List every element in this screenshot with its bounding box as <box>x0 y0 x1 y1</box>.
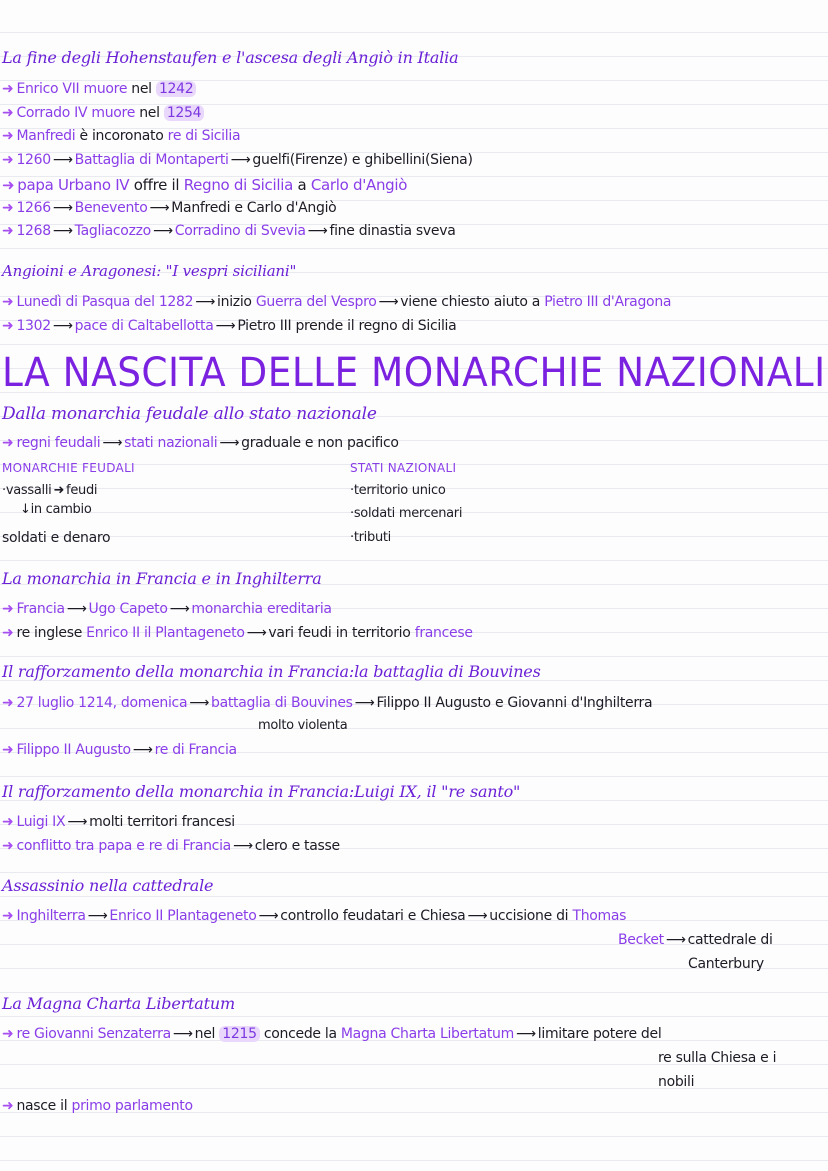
arrow-right-icon: ➜ <box>2 105 14 121</box>
arrow-right-icon: ⟶ <box>378 294 399 310</box>
arrow-right-icon: ➜ <box>2 294 14 310</box>
arrow-right-icon: ⟶ <box>152 223 173 239</box>
arrow-right-icon: ➜ <box>2 838 14 854</box>
arrow-down-icon: ↓ <box>20 502 31 517</box>
section-title-luigi: Il rafforzamento della monarchia in Francia:Luigi IX, il "re santo" <box>2 782 521 801</box>
note-line: ➜ regni feudali ⟶ stati nazionali ⟶ graduale e non pacifico <box>2 435 399 451</box>
page-title: LA NASCITA DELLE MONARCHIE NAZIONALI <box>2 350 826 396</box>
note-line: ➜ Manfredi è incoronato re di Sicilia <box>2 128 241 144</box>
arrow-right-icon: ⟶ <box>215 318 236 334</box>
note-line: ➜ 1260 ⟶ Battaglia di Montaperti ⟶ guelfi(Firenze) e ghibellini(Siena) <box>2 152 473 168</box>
arrow-right-icon: ⟶ <box>149 200 170 216</box>
section-title-assassinio: Assassinio nella cattedrale <box>2 876 214 895</box>
note-line: ➜ Francia ⟶ Ugo Capeto ⟶ monarchia ereditaria <box>2 601 332 617</box>
arrow-right-icon: ⟶ <box>52 152 73 168</box>
arrow-right-icon: ⟶ <box>232 838 253 854</box>
section-title-francia-inghilterra: La monarchia in Francia e in Inghilterra <box>2 569 322 588</box>
arrow-right-icon: ⟶ <box>307 223 328 239</box>
arrow-right-icon: ⟶ <box>132 742 153 758</box>
note-line: ·vassalli ➜ feudi <box>2 483 98 498</box>
arrow-right-icon: ⟶ <box>172 1026 193 1042</box>
arrow-right-icon: ➜ <box>2 814 14 830</box>
arrow-right-icon: ➜ <box>2 601 14 617</box>
arrow-right-icon: ➜ <box>2 128 14 144</box>
arrow-right-icon: ➜ <box>2 223 14 239</box>
arrow-right-icon: ➜ <box>2 1098 14 1114</box>
arrow-right-icon: ⟶ <box>66 601 87 617</box>
note-line: ➜ Corrado IV muore nel 1254 <box>2 105 204 121</box>
arrow-right-icon: ⟶ <box>102 435 123 451</box>
arrow-right-icon: ➜ <box>2 318 14 334</box>
highlight: 1242 <box>156 81 196 97</box>
note-line: soldati e denaro <box>2 530 111 546</box>
note-line: molto violenta <box>258 718 348 733</box>
arrow-right-icon: ⟶ <box>189 695 209 711</box>
arrow-right-icon: ⟶ <box>52 318 73 334</box>
arrow-right-icon: ➜ <box>2 1026 14 1042</box>
section-title-vespri: Angioini e Aragonesi: "I vespri siciliani" <box>2 262 297 280</box>
arrow-right-icon: ⟶ <box>246 625 267 641</box>
note-line: ➜ 27 luglio 1214, domenica ⟶ battaglia di Bouvines ⟶ Filippo II Augusto e Giovanni d'Inghilterra <box>2 695 653 711</box>
arrow-right-icon: ➜ <box>53 483 65 498</box>
note-line: ·territorio unico <box>350 483 446 498</box>
arrow-right-icon: ➜ <box>2 176 15 194</box>
arrow-right-icon: ➜ <box>2 200 14 216</box>
note-line: ➜ 1302 ⟶ pace di Caltabellotta ⟶ Pietro III prende il regno di Sicilia <box>2 318 457 334</box>
note-line: ➜ 1268 ⟶ Tagliacozzo ⟶ Corradino di Svevia ⟶ fine dinastia sveva <box>2 223 456 239</box>
note-line: ➜ Filippo II Augusto ⟶ re di Francia <box>2 742 237 758</box>
note-line: nobili <box>658 1074 695 1090</box>
note-line: ➜ nasce il primo parlamento <box>2 1098 193 1114</box>
section-title-stato-nazionale: Dalla monarchia feudale allo stato nazionale <box>2 404 377 424</box>
arrow-right-icon: ⟶ <box>354 695 375 711</box>
arrow-right-icon: ⟶ <box>515 1026 536 1042</box>
arrow-right-icon: ⟶ <box>87 908 108 924</box>
note-line: ·soldati mercenari <box>350 506 463 521</box>
arrow-right-icon: ⟶ <box>258 908 279 924</box>
arrow-right-icon: ⟶ <box>219 435 240 451</box>
note-line: ➜ 1266 ⟶ Benevento ⟶ Manfredi e Carlo d'Angiò <box>2 200 337 216</box>
highlight: 1254 <box>164 105 204 121</box>
arrow-right-icon: ⟶ <box>67 814 88 830</box>
arrow-right-icon: ⟶ <box>52 200 73 216</box>
arrow-right-icon: ➜ <box>2 908 14 924</box>
note-line: ➜ Inghilterra ⟶ Enrico II Plantageneto ⟶ controllo feudatari e Chiesa ⟶ uccisione di Thomas <box>2 908 627 924</box>
section-title-hohenstaufen: La fine degli Hohenstaufen e l'ascesa degli Angiò in Italia <box>2 48 459 67</box>
arrow-right-icon: ⟶ <box>169 601 190 617</box>
arrow-right-icon: ⟶ <box>467 908 488 924</box>
note-line: ➜ re inglese Enrico II il Plantageneto ⟶ vari feudi in territorio francese <box>2 625 473 641</box>
arrow-right-icon: ➜ <box>2 435 14 451</box>
note-line: ➜ papa Urbano IV offre il Regno di Sicilia a Carlo d'Angiò <box>2 176 408 194</box>
note-line: ➜ Luigi IX ⟶ molti territori francesi <box>2 814 235 830</box>
arrow-right-icon: ➜ <box>2 695 14 711</box>
note-line: Canterbury <box>688 956 764 972</box>
arrow-right-icon: ⟶ <box>195 294 216 310</box>
arrow-right-icon: ⟶ <box>665 932 686 948</box>
arrow-right-icon: ➜ <box>2 742 14 758</box>
column-header-nazionali: STATI NAZIONALI <box>350 461 457 475</box>
arrow-right-icon: ➜ <box>2 625 14 641</box>
note-line: ➜ Enrico VII muore nel 1242 <box>2 81 196 97</box>
arrow-right-icon: ➜ <box>2 152 14 168</box>
note-line: Becket ⟶ cattedrale di <box>618 932 773 948</box>
note-line: ➜ conflitto tra papa e re di Francia ⟶ clero e tasse <box>2 838 340 854</box>
arrow-right-icon: ➜ <box>2 81 14 97</box>
highlight: 1215 <box>219 1026 259 1042</box>
note-line: ↓in cambio <box>20 502 92 517</box>
column-header-feudali: MONARCHIE FEUDALI <box>2 461 135 475</box>
note-line: re sulla Chiesa e i <box>658 1050 777 1066</box>
section-title-magna-charta: La Magna Charta Libertatum <box>2 994 235 1013</box>
arrow-right-icon: ⟶ <box>230 152 251 168</box>
section-title-bouvines: Il rafforzamento della monarchia in Francia:la battaglia di Bouvines <box>2 662 541 681</box>
note-line: ·tributi <box>350 530 391 545</box>
note-line: ➜ re Giovanni Senzaterra ⟶ nel 1215 concede la Magna Charta Libertatum ⟶ limitare potere del <box>2 1026 662 1042</box>
arrow-right-icon: ⟶ <box>52 223 73 239</box>
note-line: ➜ Lunedì di Pasqua del 1282 ⟶ inizio Guerra del Vespro ⟶ viene chiesto aiuto a Pietro III d'Aragona <box>2 294 672 310</box>
